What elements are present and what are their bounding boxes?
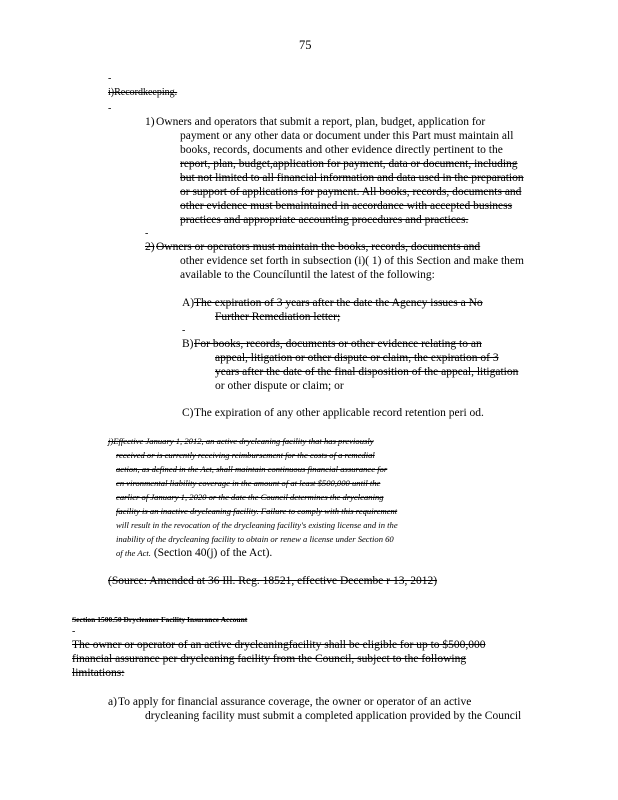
separator-dash: - (108, 103, 112, 114)
sub-c-number: C) (182, 407, 194, 419)
sub-b-line: or other dispute or claim; or (215, 380, 344, 392)
j-struck-line: facility is an inactive drycleaning facility. Failure to comply with this requirement (116, 506, 398, 516)
item-a-line: To apply for financial assurance coverage, the owner or operator of an active (118, 696, 472, 708)
item-2-number: 2) (145, 241, 155, 253)
j-struck-line: received or is currently receiving reimbursement for the costs of a remedial (116, 450, 375, 460)
j-last-line: of the Act. (Section 40(j) of the Act). (116, 547, 273, 559)
j-struck-line: action, as defined in the Act, shall maintain continuous financial assurance for (116, 464, 388, 474)
j-line: inability of the drycleaning facility to obtain or renew a license under Section 60 (116, 534, 394, 544)
item-2-struck-line: Owners or operators must maintain the books, records, documents and (156, 241, 481, 253)
intro-struck-line: The owner or operator of an active drycleaningfacility shall be eligible for up to $500,000 (72, 639, 486, 651)
sub-a-struck-line: Further Remediation letter; (215, 311, 341, 323)
item-1-struck-line: other evidence must bemaintained in accordance with accepted business (180, 200, 513, 212)
recordkeeping-heading: i)Recordkeeping. (108, 87, 178, 98)
item-1-struck-line: or support of applications for payment. All books, records, documents and (180, 186, 522, 198)
j-line: will result in the revocation of the drycleaning facility's existing license and in the (116, 520, 398, 530)
sub-c-line: The expiration of any other applicable record retention peri od. (194, 407, 484, 419)
page-number: 75 (299, 38, 312, 52)
separator-dash: - (72, 626, 76, 637)
item-1-struck-line: but not limited to all financial information and data used in the preparation (180, 172, 524, 184)
intro-struck-line: financial assurance per drycleaning facility from the Council, subject to the following (72, 653, 467, 665)
j-struck-line: en vironmental liability coverage in the amount of at least $500,000 until the (116, 478, 381, 488)
item-a-number: a) (108, 696, 117, 708)
item-2-line: available to the Councíluntil the latest of the following: (180, 269, 435, 281)
j-struck-line: j)Effective January 1, 2012, an active drycleaning facility that has previously (108, 436, 374, 446)
sub-b-struck-line: appeal, litigation or other dispute or claim, the expiration of 3 (215, 352, 499, 364)
item-1-line: Owners and operators that submit a report, plan, budget, application for (156, 116, 486, 128)
item-1-number: 1) (145, 116, 155, 128)
item-1-struck-line: report, plan, budget,application for payment, data or document, including (180, 158, 518, 170)
separator-dash: - (145, 228, 149, 239)
item-1-struck-line: practices and appropriate accounting procedures and practices. (180, 214, 469, 226)
j-struck-line: earlier of January 1, 2020 or the date the Council determines the drycleaning (116, 492, 384, 502)
sub-a-number: A) (182, 297, 195, 309)
sub-b-struck-line: For books, records, documents or other evidence relating to an (194, 338, 482, 350)
sub-b-struck-line: years after the date of the final disposition of the appeal, litigation (215, 366, 519, 378)
source-note: (Source: Amended at 36 Ill. Reg. 18521, effective Decembe r 13, 2012) (108, 575, 438, 587)
section-heading: Section 1500.50 Drycleaner Facility Insurance Account (72, 615, 248, 624)
sub-a-struck-line: The expiration of 3 years after the date the Agency issues a No (194, 297, 483, 309)
item-1-line: books, records, documents and other evidence directly pertinent to the (180, 144, 503, 156)
item-2-line: other evidence set forth in subsection (i)( 1) of this Section and make them (180, 255, 524, 267)
sub-b-number: B) (182, 338, 194, 350)
item-1-line: payment or any other data or document under this Part must maintain all (180, 130, 514, 142)
intro-struck-line: limitations: (72, 667, 125, 679)
separator-dash: - (108, 73, 112, 84)
separator-dash: - (182, 325, 186, 336)
item-a-line: drycleaning facility must submit a completed application provided by the Council (145, 710, 522, 722)
